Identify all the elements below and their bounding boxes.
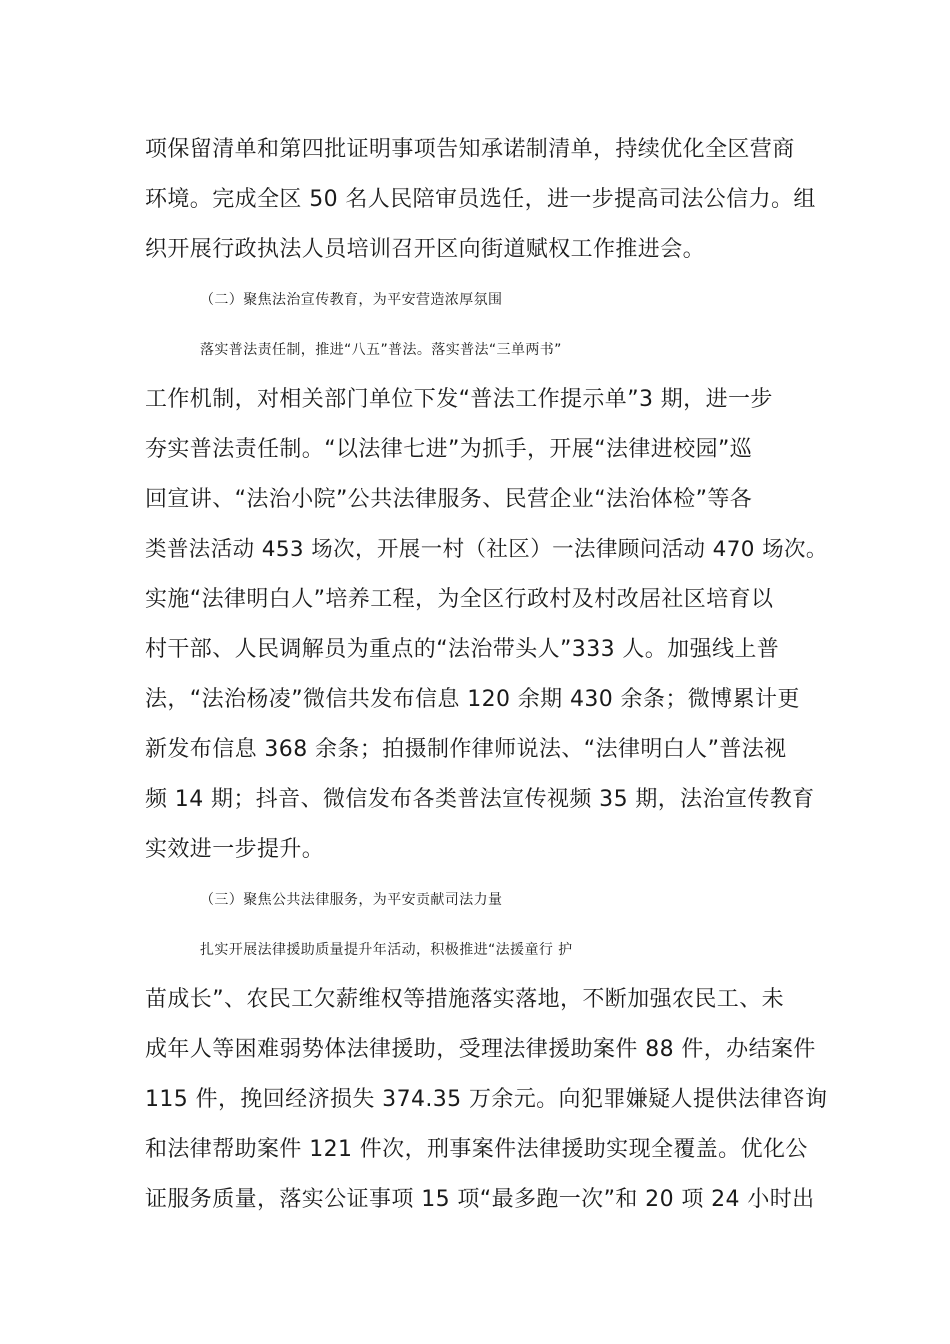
body-line: 项保留清单和第四批证明事项告知承诺制清单，持续优化全区营商 xyxy=(145,137,795,162)
section-heading: （二）聚焦法治宣传教育，为平安营造浓厚氛围 xyxy=(200,292,503,308)
body-line: 苗成长”、农民工欠薪维权等措施落实落地，不断加强农民工、未 xyxy=(145,987,784,1012)
body-line: 新发布信息 368 余条；拍摄制作律师说法、“法律明白人”普法视 xyxy=(145,737,787,762)
paragraph-first-line: 落实普法责任制，推进“八五”普法。落实普法“三单两书” xyxy=(200,342,562,358)
body-line: 织开展行政执法人员培训召开区向街道赋权工作推进会。 xyxy=(145,237,706,262)
body-line: 环境。完成全区 50 名人民陪审员选任，进一步提高司法公信力。组 xyxy=(145,187,816,212)
body-line: 类普法活动 453 场次，开展一村（社区）一法律顾问活动 470 场次。 xyxy=(145,537,828,562)
body-line: 成年人等困难弱势体法律援助，受理法律援助案件 88 件，办结案件 xyxy=(145,1037,816,1062)
body-line: 证服务质量，落实公证事项 15 项“最多跑一次”和 20 项 24 小时出 xyxy=(145,1187,815,1212)
body-line: 实施“法律明白人”培养工程，为全区行政村及村改居社区培育以 xyxy=(145,587,774,612)
section-heading: （三）聚焦公共法律服务，为平安贡献司法力量 xyxy=(200,892,503,908)
body-line: 法，“法治杨凌”微信共发布信息 120 余期 430 余条；微博累计更 xyxy=(145,687,800,712)
body-line: 实效进一步提升。 xyxy=(145,837,325,862)
body-line: 工作机制，对相关部门单位下发“普法工作提示单”3 期，进一步 xyxy=(145,387,773,412)
body-line: 115 件，挽回经济损失 374.35 万余元。向犯罪嫌疑人提供法律咨询 xyxy=(145,1087,828,1112)
body-line: 夯实普法责任制。“以法律七进”为抓手，开展“法律进校园”巡 xyxy=(145,437,753,462)
body-line: 频 14 期；抖音、微信发布各类普法宣传视频 35 期，法治宣传教育 xyxy=(145,787,815,812)
body-line: 村干部、人民调解员为重点的“法治带头人”333 人。加强线上普 xyxy=(145,637,780,662)
paragraph-first-line: 扎实开展法律援助质量提升年活动，积极推进“法援童行 护 xyxy=(200,942,573,958)
body-line: 回宣讲、“法治小院”公共法律服务、民营企业“法治体检”等各 xyxy=(145,487,753,512)
body-line: 和法律帮助案件 121 件次，刑事案件法律援助实现全覆盖。优化公 xyxy=(145,1137,808,1162)
